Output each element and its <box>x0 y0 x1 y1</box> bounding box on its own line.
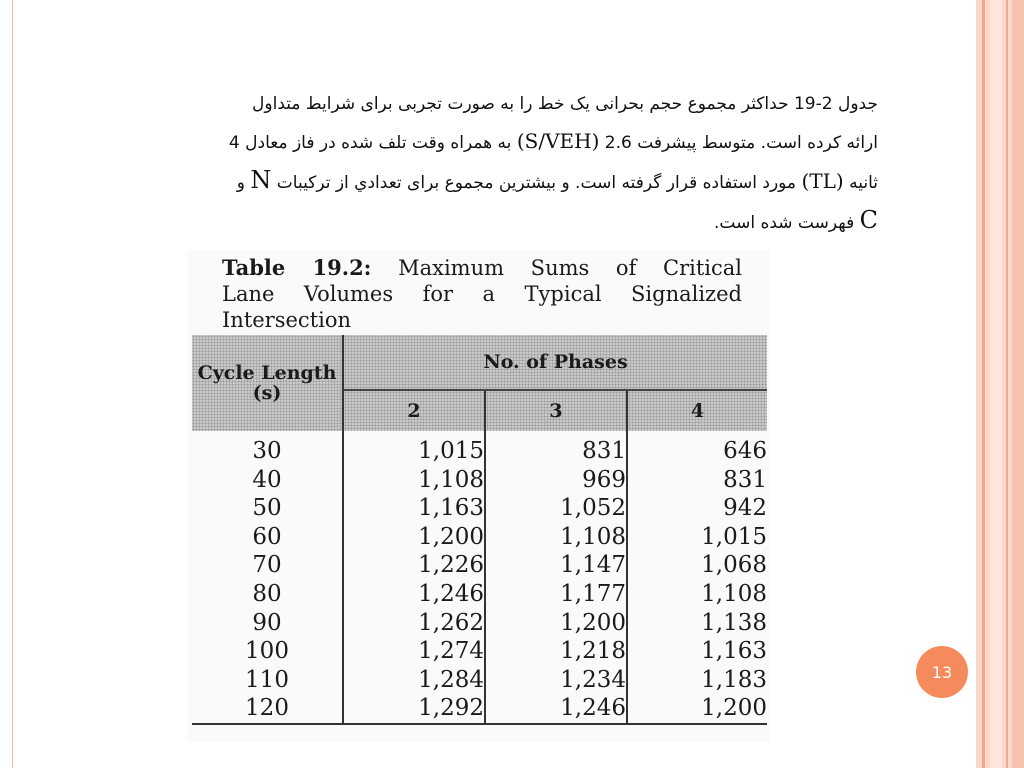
volume-cell: 1,234 <box>485 666 627 695</box>
body-paragraph <box>70 86 878 242</box>
volume-cell: 1,068 <box>701 552 767 579</box>
paragraph-line-4: C فهرست شده است. <box>713 206 878 234</box>
table-row <box>192 666 767 695</box>
cycle-length-cell: 50 <box>192 494 343 523</box>
page-number-badge: 13 <box>916 646 968 698</box>
volume-cell: 1,226 <box>343 551 485 580</box>
paragraph-line-2: ارائه کرده است. متوسط پیشرفت 2.6 (S/VEH) به همراه وقت تلف شده در فاز معادل 4 <box>228 129 878 153</box>
cycle-length-cell: 40 <box>192 466 343 495</box>
table-row <box>192 637 767 666</box>
table-row <box>192 523 767 552</box>
volume-cell: 646 <box>723 438 767 464</box>
cycle-length-cell: 60 <box>192 523 343 552</box>
volume-cell: 1,200 <box>485 609 627 638</box>
cycle-length-cell: 100 <box>192 637 343 666</box>
table-caption: Table 19.2: Maximum Sums of Critical Lane Volumes for a Typical Signalized Intersection <box>222 255 742 332</box>
slide-frame-left <box>0 0 13 768</box>
volume-cell: 1,015 <box>701 523 767 550</box>
header-cycle-length: Cycle Length (s) <box>192 335 343 431</box>
volume-cell: 1,218 <box>485 637 627 666</box>
volume-cell: 1,200 <box>627 694 767 724</box>
header-no-of-phases: No. of Phases <box>343 335 767 390</box>
cycle-length-cell: 120 <box>192 694 343 724</box>
critical-lane-volumes-table <box>192 335 767 725</box>
volume-cell: 1,274 <box>343 637 485 666</box>
volume-cell: 1,015 <box>343 431 485 466</box>
header-phase-4: 4 <box>627 390 767 431</box>
volume-cell: 1,163 <box>701 638 767 665</box>
table-row <box>192 694 767 724</box>
volume-cell: 1,284 <box>343 666 485 695</box>
volume-cell: 1,108 <box>485 523 627 552</box>
paragraph-line-3: ثانیه (TL) مورد استفاده قرار گرفته است. و بیشترین مجموع برای تعدادي از ترکیبات N و <box>236 166 878 194</box>
volume-cell: 1,262 <box>343 609 485 638</box>
table-row <box>192 551 767 580</box>
volume-cell: 969 <box>485 466 627 495</box>
slide-frame-right <box>976 0 1024 768</box>
table-row <box>192 494 767 523</box>
paragraph-line-1: جدول 2-19 حداکثر مجموع حجم بحرانی یک خط را به صورت تجربی برای شرایط متداول <box>252 94 878 114</box>
volume-cell: 1,200 <box>343 523 485 552</box>
table-row <box>192 609 767 638</box>
volume-cell: 1,138 <box>701 609 767 636</box>
cycle-length-cell: 110 <box>192 666 343 695</box>
table-row <box>192 466 767 495</box>
volume-cell: 1,177 <box>485 580 627 609</box>
table-row <box>192 580 767 609</box>
volume-cell: 1,108 <box>343 466 485 495</box>
volume-cell: 831 <box>723 466 767 493</box>
volume-cell: 1,163 <box>343 494 485 523</box>
volume-cell: 1,292 <box>343 694 485 724</box>
volume-cell: 831 <box>485 431 627 466</box>
header-phase-3: 3 <box>485 390 627 431</box>
volume-cell: 1,246 <box>485 694 627 724</box>
volume-cell: 1,147 <box>485 551 627 580</box>
table-row <box>192 431 767 466</box>
volume-cell: 1,246 <box>343 580 485 609</box>
cycle-length-cell: 80 <box>192 580 343 609</box>
cycle-length-cell: 70 <box>192 551 343 580</box>
header-phase-2: 2 <box>343 390 485 431</box>
cycle-length-cell: 90 <box>192 609 343 638</box>
volume-cell: 942 <box>723 495 767 522</box>
cycle-length-cell: 30 <box>192 431 343 466</box>
volume-cell: 1,183 <box>701 666 767 693</box>
volume-cell: 1,108 <box>701 580 767 607</box>
volume-cell: 1,052 <box>485 494 627 523</box>
